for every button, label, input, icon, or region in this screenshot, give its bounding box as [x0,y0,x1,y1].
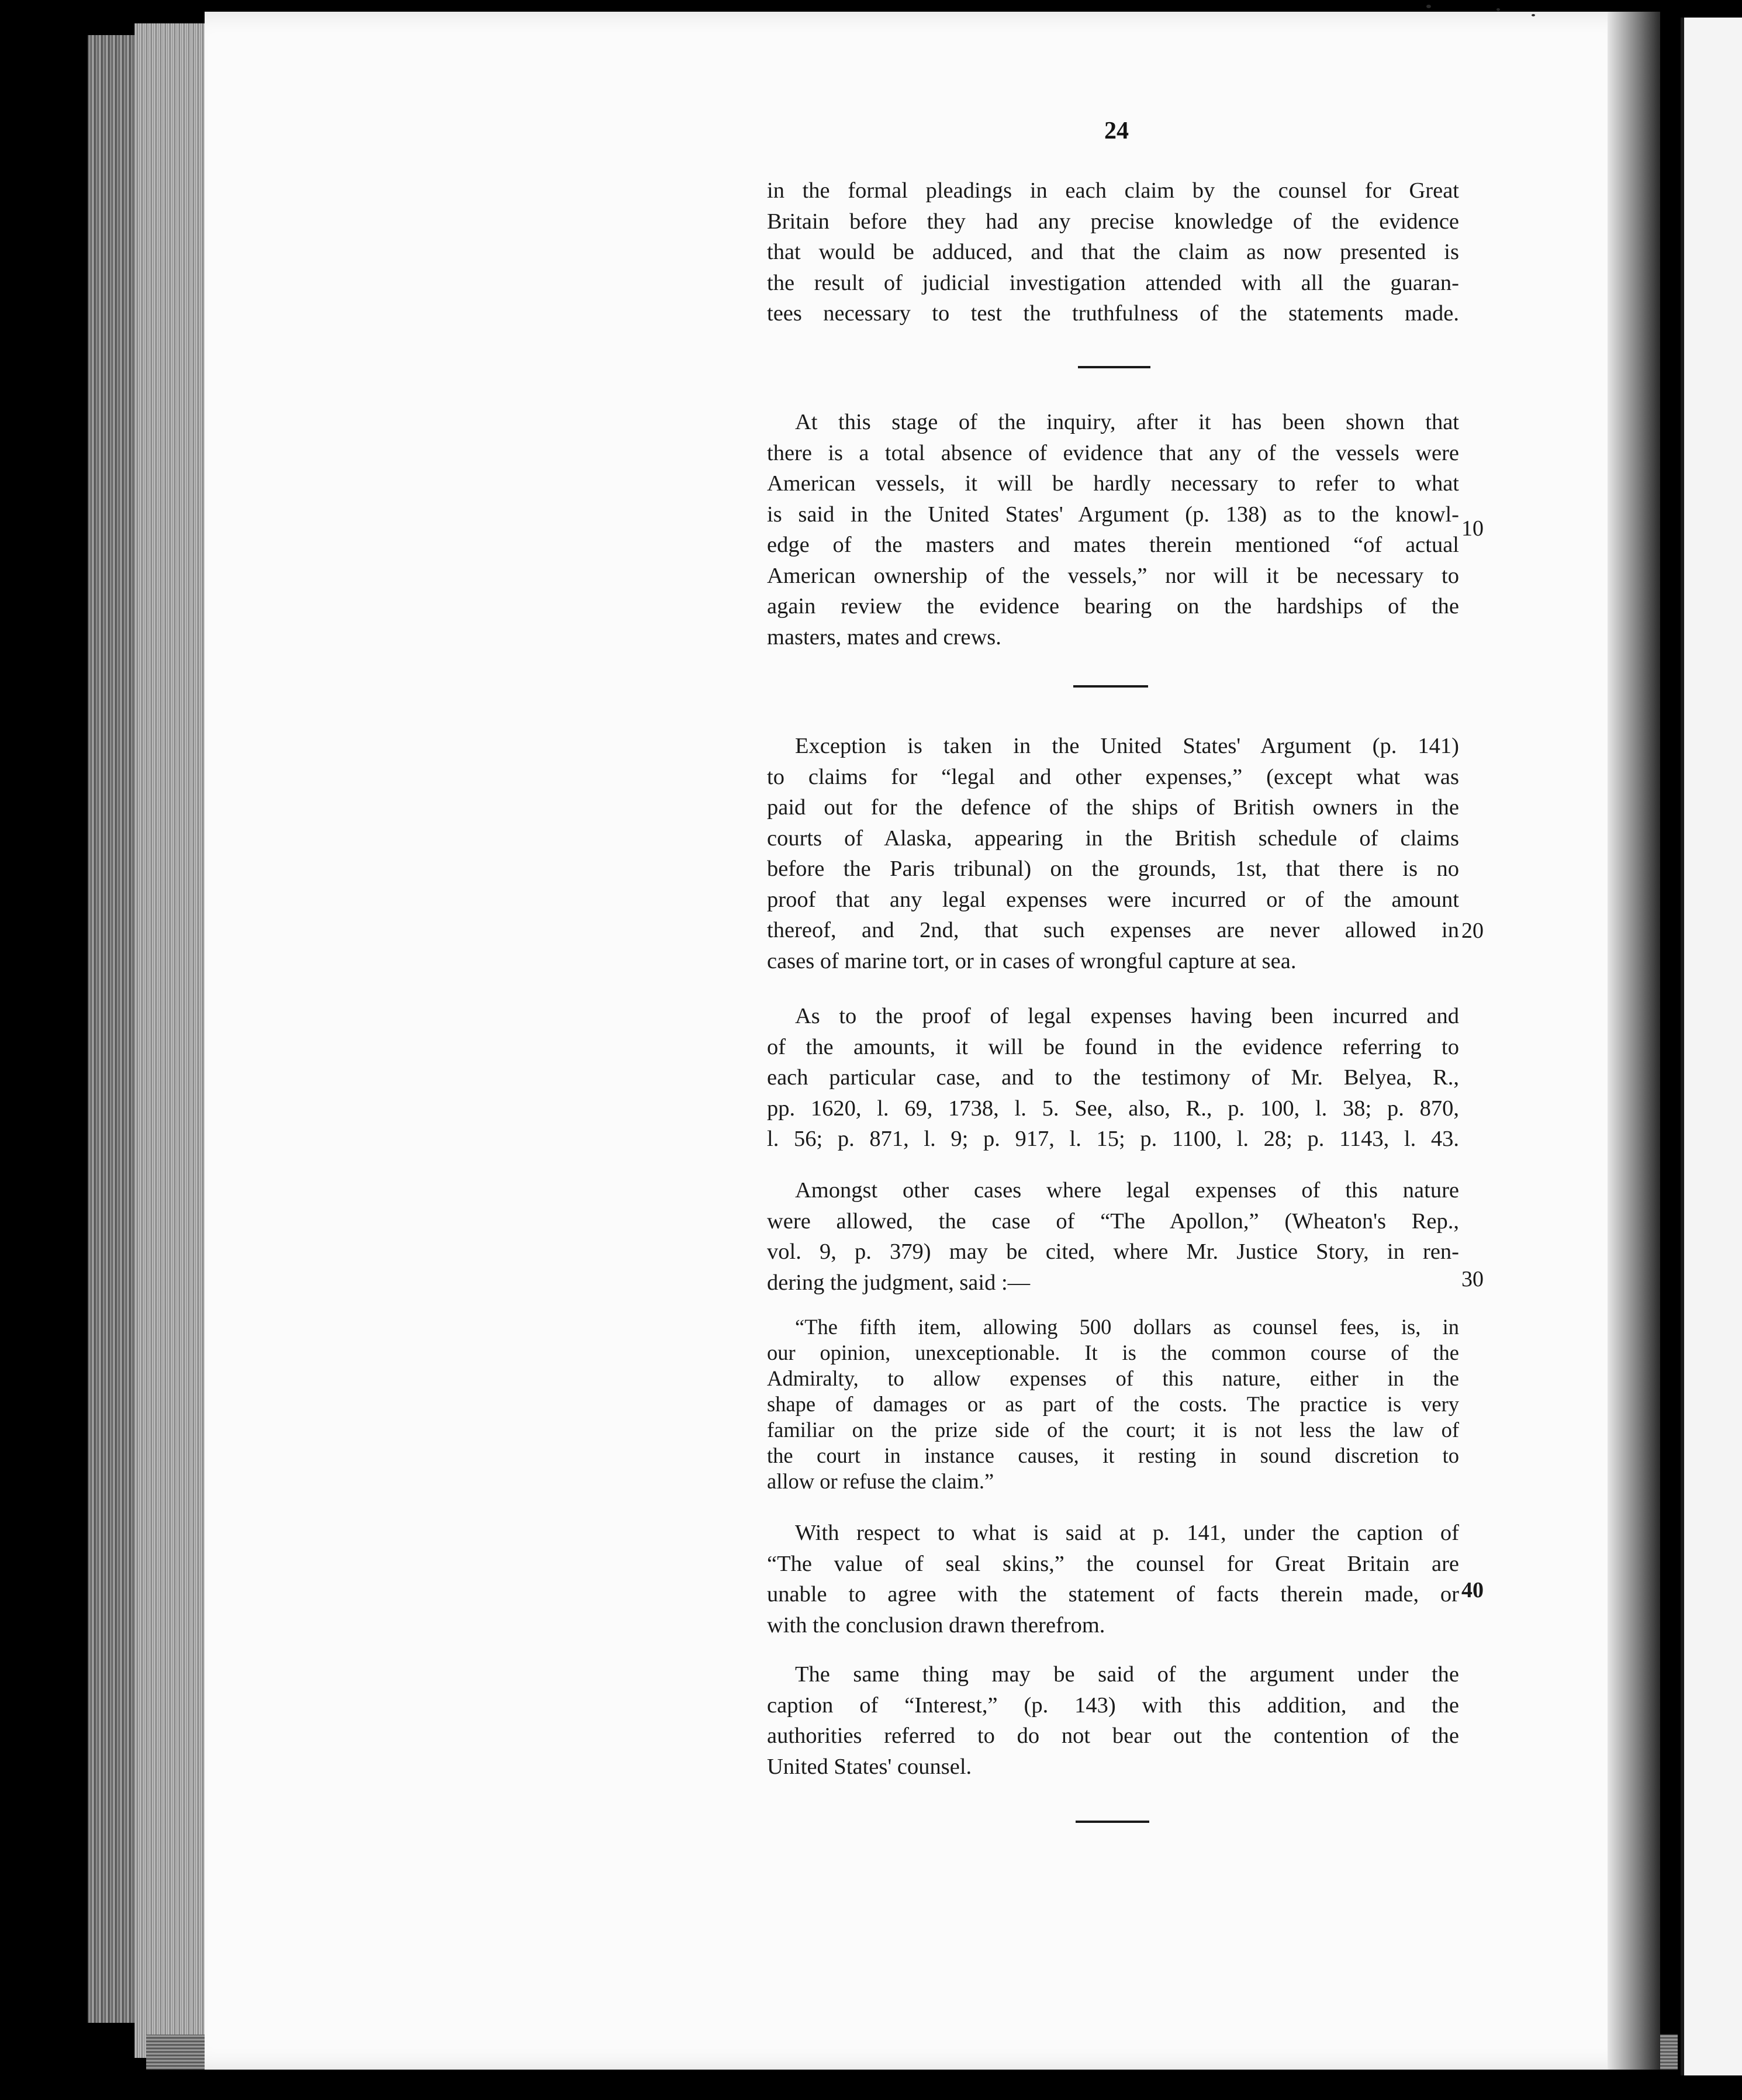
text-line: the court in instance causes, it resting in sound discretion to [767,1443,1459,1467]
line-number-margin: 30 [1461,1267,1484,1291]
text-line: tees necessary to test the truthfulness of the statements made. [767,301,1459,326]
text-line: with the conclusion drawn therefrom. [767,1612,1105,1638]
text-line: again review the evidence bearing on the hardships of the [767,594,1459,619]
section-divider [1073,685,1148,688]
text-line: cases of marine tort, or in cases of wrongful capture at sea. [767,948,1297,973]
text-line: Britain before they had any precise knowledge of the evidence [767,209,1459,234]
text-line: courts of Alaska, appearing in the British schedule of claims [767,826,1459,851]
text-line: that would be adduced, and that the claim as now presented is [767,240,1459,264]
text-line: masters, mates and crews. [767,624,1001,650]
scan-speck [1532,14,1535,16]
line-number-margin: 20 [1461,918,1484,943]
text-line: With respect to what is said at p. 141, under the caption of [795,1521,1459,1545]
text-line: authorities referred to do not bear out the contention of the [767,1723,1459,1748]
text-line: there is a total absence of evidence that any of the vessels were [767,440,1459,465]
text-line: “The value of seal skins,” the counsel for Great Britain are [767,1551,1459,1576]
paragraph-proof [767,1001,1459,1155]
text-line: paid out for the defence of the ships of British owners in the [767,795,1459,820]
block-quote [767,1314,1459,1494]
text-line: Exception is taken in the United States' Argument (p. 141) [795,734,1459,758]
text-line: were allowed, the case of “The Apollon,” (Wheaton's Rep., [767,1208,1459,1234]
text-line: unable to agree with the statement of facts therein made, or [767,1582,1459,1607]
text-line: of the amounts, it will be found in the evidence referring to [767,1034,1459,1059]
section-divider [1078,366,1150,368]
text-line: caption of “Interest,” (p. 143) with this addition, and the [767,1693,1459,1718]
text-line: thereof, and 2nd, that such expenses are never allowed in [767,918,1459,942]
text-line: proof that any legal expenses were incurred or of the amount [767,887,1459,912]
text-line: shape of damages or as part of the costs. The practice is very [767,1392,1459,1416]
line-number-margin: 40 [1461,1578,1484,1602]
text-line: allow or refuse the claim.” [767,1469,994,1493]
text-line: is said in the United States' Argument (p. 138) as to the knowl- [767,502,1459,527]
paragraph-seal-skins [767,1518,1459,1640]
page-number: 24 [1104,118,1129,144]
text-line: our opinion, unexceptionable. It is the common course of the [767,1341,1459,1365]
paragraph-interest [767,1659,1459,1782]
text-line: The same thing may be said of the argument under the [795,1662,1459,1687]
paragraph-apollon [767,1175,1459,1298]
text-line: l. 56; p. 871, l. 9; p. 917, l. 15; p. 1100, l. 28; p. 1143, l. 43. [767,1127,1459,1151]
book-gutter-shadow [1608,12,1660,2070]
paragraph-exception [767,731,1459,976]
book-page-edges-outer [134,23,205,2058]
paragraph-inquiry [767,407,1459,652]
text-line: Admiralty, to allow expenses of this nature, either in the [767,1366,1459,1390]
text-line: to claims for “legal and other expenses,” (except what was [767,764,1459,789]
text-line: United States' counsel. [767,1754,972,1779]
text-line: “The fifth item, allowing 500 dollars as counsel fees, is, in [795,1315,1459,1339]
section-divider [1076,1821,1149,1823]
paragraph-continued [767,175,1459,329]
text-line: dering the judgment, said :— [767,1270,1031,1295]
text-line: American vessels, it will be hardly necessary to refer to what [767,471,1459,496]
text-line: in the formal pleadings in each claim by the counsel for Great [767,178,1459,203]
text-line: pp. 1620, l. 69, 1738, l. 5. See, also, R., p. 100, l. 38; p. 870, [767,1096,1459,1121]
text-line: before the Paris tribunal) on the grounds, 1st, that there is no [767,856,1459,881]
text-line: familiar on the prize side of the court; it is not less the law of [767,1418,1459,1442]
line-number-margin: 10 [1461,516,1484,541]
text-line: Amongst other cases where legal expenses of this nature [795,1178,1459,1203]
text-line: each particular case, and to the testimony of Mr. Belyea, R., [767,1065,1459,1090]
text-line: At this stage of the inquiry, after it has been shown that [795,410,1459,434]
scan-speck [1496,8,1500,11]
text-line: vol. 9, p. 379) may be cited, where Mr. Justice Story, in ren- [767,1239,1459,1264]
facing-page-edge [1681,18,1742,2075]
text-line: edge of the masters and mates therein mentioned “of actual [767,533,1459,557]
text-line: the result of judicial investigation attended with all the guaran- [767,270,1459,295]
text-line: American ownership of the vessels,” nor will it be necessary to [767,563,1459,588]
scan-speck [1426,5,1431,8]
text-line: As to the proof of legal expenses having been incurred and [795,1004,1459,1028]
